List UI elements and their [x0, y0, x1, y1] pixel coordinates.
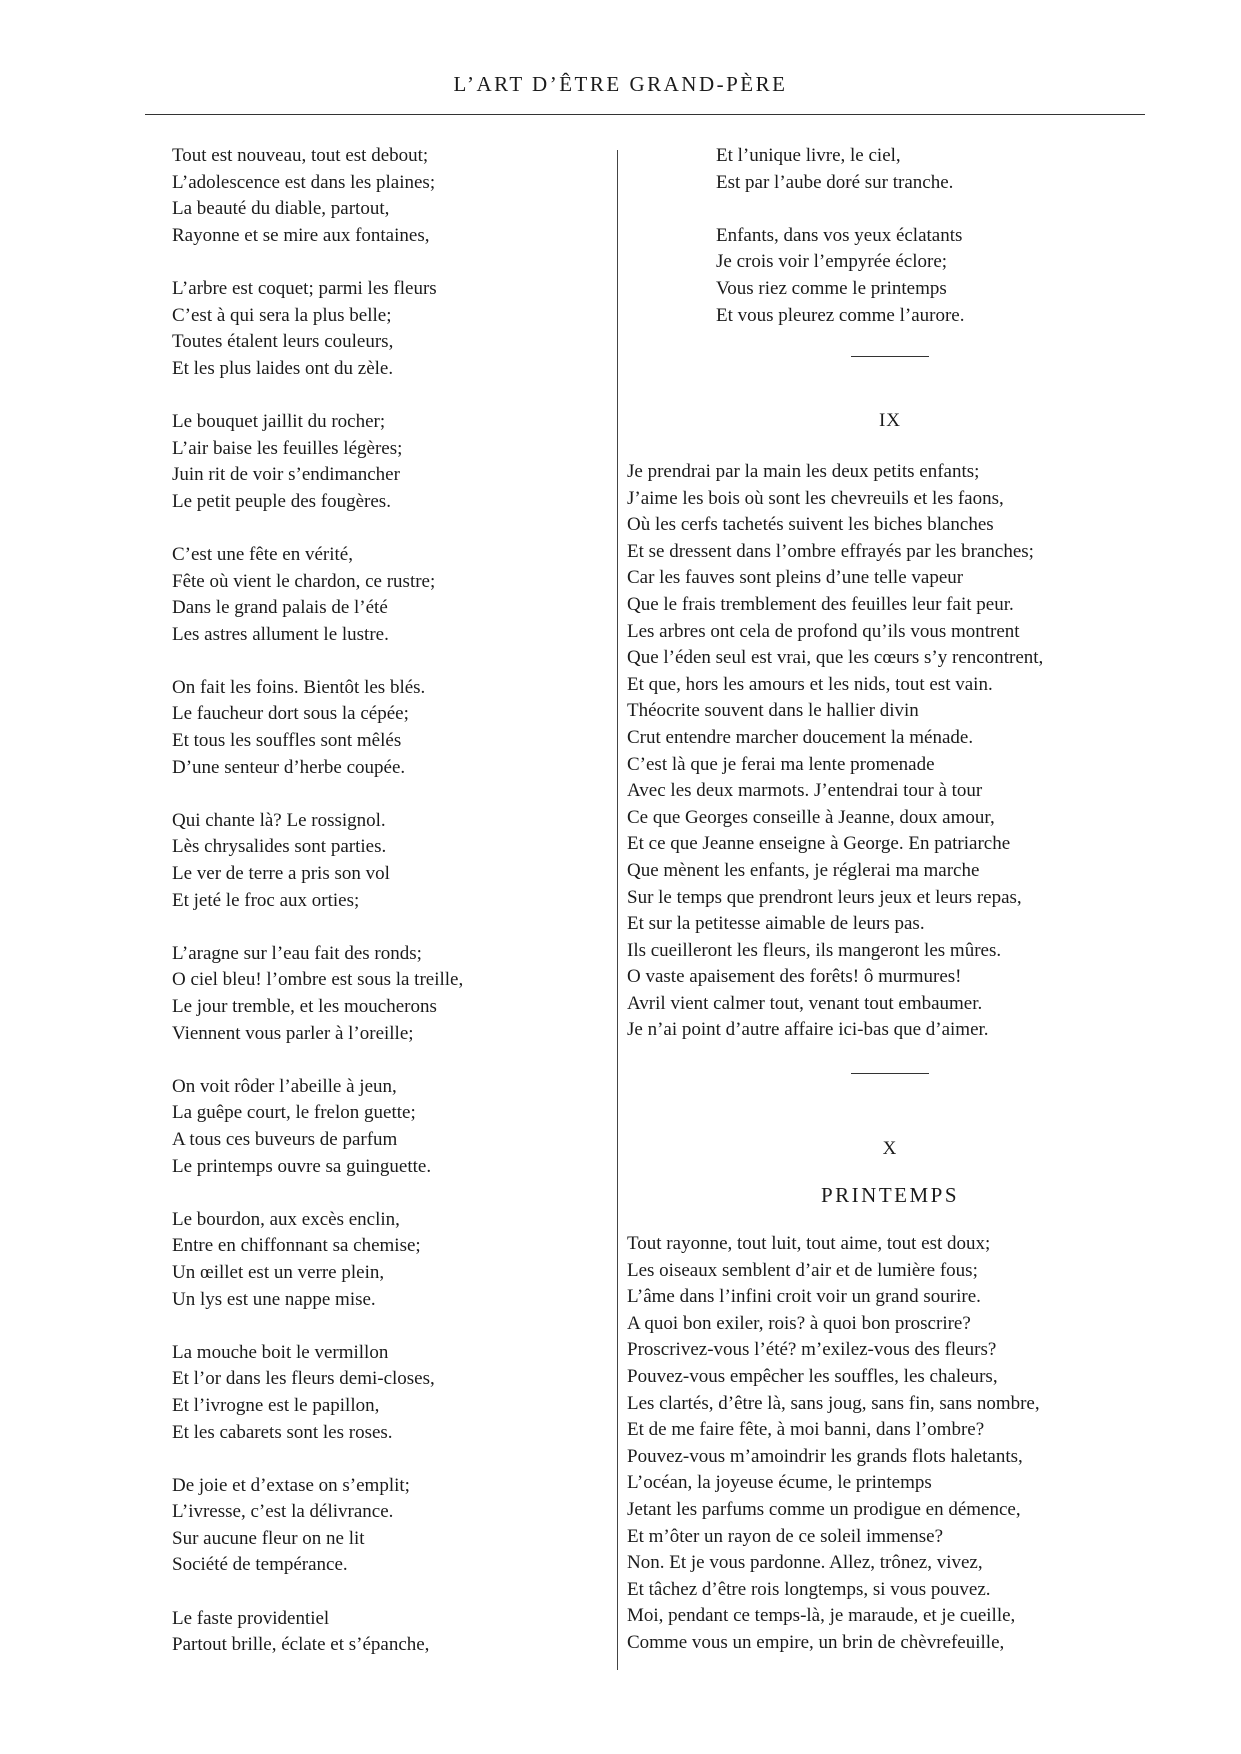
stanza [172, 143, 592, 249]
verse-line: Société de tempérance. [172, 1554, 348, 1576]
running-title: L’ART D’ÊTRE GRAND-PÈRE [453, 72, 788, 96]
verse-line: Et les cabarets sont les roses. [172, 1421, 393, 1443]
verse-line: Et l’unique livre, le ciel, [716, 145, 901, 166]
section-separator [851, 356, 929, 357]
verse-line: De joie et d’extase on s’emplit; [172, 1474, 410, 1496]
verse-line: Je crois voir l’empyrée éclore; [716, 251, 948, 273]
verse-line: Non. Et je vous pardonne. Allez, trônez, vivez, [627, 1552, 983, 1574]
verse-line: Je prendrai par la main les deux petits enfants; [627, 461, 980, 482]
verse-line: Le faucheur dort sous la cépée; [172, 703, 409, 725]
section-numeral-x: X [882, 1138, 898, 1159]
verse-line: L’océan, la joyeuse écume, le printemps [627, 1472, 932, 1494]
verse-line: Et les plus laides ont du zèle. [172, 357, 394, 379]
stanza [172, 1074, 592, 1180]
verse-line: Sur le temps que prendront leurs jeux et leurs repas, [627, 886, 1022, 908]
stanza [172, 1340, 592, 1446]
verse-line: Juin rit de voir s’endimancher [172, 464, 400, 486]
verse-line: Rayonne et se mire aux fontaines, [172, 224, 430, 246]
verse-line: L’adolescence est dans les plaines; [172, 171, 436, 193]
verse-line: Tout est nouveau, tout est debout; [172, 145, 429, 166]
verse-line: Tout rayonne, tout luit, tout aime, tout est doux; [627, 1233, 991, 1254]
verse-line: Pouvez-vous m’amoindrir les grands flots haletants, [627, 1445, 1023, 1467]
verse-line: L’ivresse, c’est la délivrance. [172, 1501, 394, 1523]
verse-line: Et sur la petitesse aimable de leurs pas. [627, 913, 925, 935]
stanza [172, 1606, 592, 1659]
column-divider [617, 150, 618, 1670]
verse-line: L’aragne sur l’eau fait des ronds; [172, 942, 422, 964]
verse-line: Ce que Georges conseille à Jeanne, doux amour, [627, 806, 995, 828]
verse-line: Et de me faire fête, à moi banni, dans l’ombre? [627, 1419, 985, 1441]
verse-line: Et que, hors les amours et les nids, tout est vain. [627, 673, 993, 695]
verse-line: Le printemps ouvre sa guinguette. [172, 1155, 432, 1177]
verse-line: L’air baise les feuilles légères; [172, 437, 403, 459]
verse-line: La mouche boit le vermillon [172, 1341, 389, 1363]
verse-line: A quoi bon exiler, rois? à quoi bon proscrire? [627, 1312, 971, 1334]
verse-line: Et tous les souffles sont mêlés [172, 730, 402, 752]
verse-line: Et tâchez d’être rois longtemps, si vous pouvez. [627, 1578, 991, 1600]
verse-line: Pouvez-vous empêcher les souffles, les chaleurs, [627, 1365, 998, 1387]
verse-line: Et m’ôter un rayon de ce soleil immense? [627, 1525, 944, 1547]
verse-line: C’est une fête en vérité, [172, 543, 353, 565]
verse-line: C’est à qui sera la plus belle; [172, 304, 392, 326]
verse-line: Le bouquet jaillit du rocher; [172, 410, 386, 432]
section-separator [851, 1073, 929, 1074]
verse-line: L’âme dans l’infini croit voir un grand sourire. [627, 1286, 981, 1308]
verse-line: Je n’ai point d’autre affaire ici-bas que d’aimer. [627, 1019, 989, 1041]
verse-line: Les clartés, d’être là, sans joug, sans fin, sans nombre, [627, 1392, 1040, 1414]
verse-line: Qui chante là? Le rossignol. [172, 809, 386, 831]
left-column [172, 143, 592, 1659]
verse-line: Ils cueilleront les fleurs, ils mangeront les mûres. [627, 939, 1002, 961]
verse-line: O ciel bleu! l’ombre est sous la treille, [172, 969, 464, 991]
verse-line: Et jeté le froc aux orties; [172, 889, 360, 911]
section-x-poem [627, 1231, 1147, 1657]
verse-line: Avril vient calmer tout, venant tout embaumer. [627, 992, 983, 1014]
verse-line: O vaste apaisement des forêts! ô murmures! [627, 966, 962, 988]
verse-line: Le bourdon, aux excès enclin, [172, 1208, 400, 1230]
verse-line: Un lys est une nappe mise. [172, 1288, 376, 1310]
verse-line: Toutes étalent leurs couleurs, [172, 331, 394, 353]
verse-line: Comme vous un empire, un brin de chèvrefeuille, [627, 1631, 1005, 1653]
stanza [716, 223, 1136, 329]
section-numeral-ix: IX [878, 410, 902, 431]
verse-line: Partout brille, éclate et s’épanche, [172, 1634, 430, 1656]
verse-line: On voit rôder l’abeille à jeun, [172, 1075, 397, 1097]
stanza [172, 409, 592, 515]
section-ix-poem [627, 459, 1147, 1044]
verse-line: On fait les foins. Bientôt les blés. [172, 676, 426, 698]
stanza [172, 808, 592, 914]
verse-line: Le jour tremble, et les moucherons [172, 996, 437, 1017]
verse-line: Car les fauves sont pleins d’une telle vapeur [627, 567, 964, 589]
verse-line: Le faste providentiel [172, 1607, 330, 1629]
verse-line: Jetant les parfums comme un prodigue en démence, [627, 1498, 1021, 1520]
verse-line: Enfants, dans vos yeux éclatants [716, 224, 963, 246]
verse-line: Les arbres ont cela de profond qu’ils vous montrent [627, 620, 1020, 642]
verse-line: A tous ces buveurs de parfum [172, 1128, 398, 1150]
section-title: PRINTEMPS [820, 1183, 960, 1207]
verse-line: Et vous pleurez comme l’aurore. [716, 304, 965, 326]
verse-line: Le ver de terre a pris son vol [172, 863, 390, 885]
verse-line: Le petit peuple des fougères. [172, 490, 391, 512]
verse-line: Et ce que Jeanne enseigne à George. En patriarche [627, 833, 1011, 855]
verse-line: Avec les deux marmots. J’entendrai tour à tour [627, 780, 983, 802]
stanza [172, 1473, 592, 1579]
verse-line: Crut entendre marcher doucement la ménade. [627, 726, 974, 748]
verse-line: Et se dressent dans l’ombre effrayés par les branches; [627, 540, 1034, 562]
verse-line: D’une senteur d’herbe coupée. [172, 756, 406, 778]
header-rule [145, 114, 1145, 115]
verse-line: La guêpe court, le frelon guette; [172, 1102, 416, 1124]
verse-line: J’aime les bois où sont les chevreuils et les faons, [627, 487, 1004, 509]
verse-line: Que le frais tremblement des feuilles leur fait peur. [627, 593, 1014, 615]
verse-line: Est par l’aube doré sur tranche. [716, 171, 954, 193]
verse-line: L’arbre est coquet; parmi les fleurs [172, 277, 437, 299]
verse-line: Fête où vient le chardon, ce rustre; [172, 570, 436, 592]
stanza [172, 542, 592, 648]
verse-line: Que mènent les enfants, je réglerai ma marche [627, 859, 980, 881]
verse-line: Entre en chiffonnant sa chemise; [172, 1235, 421, 1257]
verse-line: Et l’or dans les fleurs demi-closes, [172, 1368, 435, 1390]
verse-line: Théocrite souvent dans le hallier divin [627, 700, 919, 722]
verse-line: Où les cerfs tachetés suivent les biches blanches [627, 514, 994, 536]
verse-line: Sur aucune fleur on ne lit [172, 1527, 365, 1549]
verse-line: Et l’ivrogne est le papillon, [172, 1394, 380, 1416]
verse-line: La beauté du diable, partout, [172, 198, 390, 220]
verse-line: Proscrivez-vous l’été? m’exilez-vous des fleurs? [627, 1339, 997, 1361]
verse-line: Dans le grand palais de l’été [172, 597, 388, 619]
verse-line: Les astres allument le lustre. [172, 623, 389, 645]
stanza [172, 1207, 592, 1313]
verse-line: Moi, pendant ce temps-là, je maraude, et je cueille, [627, 1605, 1016, 1627]
stanza [172, 941, 592, 1047]
verse-line: Vous riez comme le printemps [716, 277, 947, 299]
stanza [172, 675, 592, 781]
verse-line: Lès chrysalides sont parties. [172, 836, 387, 858]
right-column-continuation [716, 143, 1136, 329]
verse-line: Un œillet est un verre plein, [172, 1261, 385, 1283]
verse-line: C’est là que je ferai ma lente promenade [627, 753, 935, 775]
stanza [172, 276, 592, 382]
verse-line: Viennent vous parler à l’oreille; [172, 1022, 414, 1044]
verse-line: Les oiseaux semblent d’air et de lumière fous; [627, 1259, 978, 1281]
stanza [716, 143, 1136, 196]
verse-line: Que l’éden seul est vrai, que les cœurs s’y rencontrent, [627, 647, 1044, 669]
